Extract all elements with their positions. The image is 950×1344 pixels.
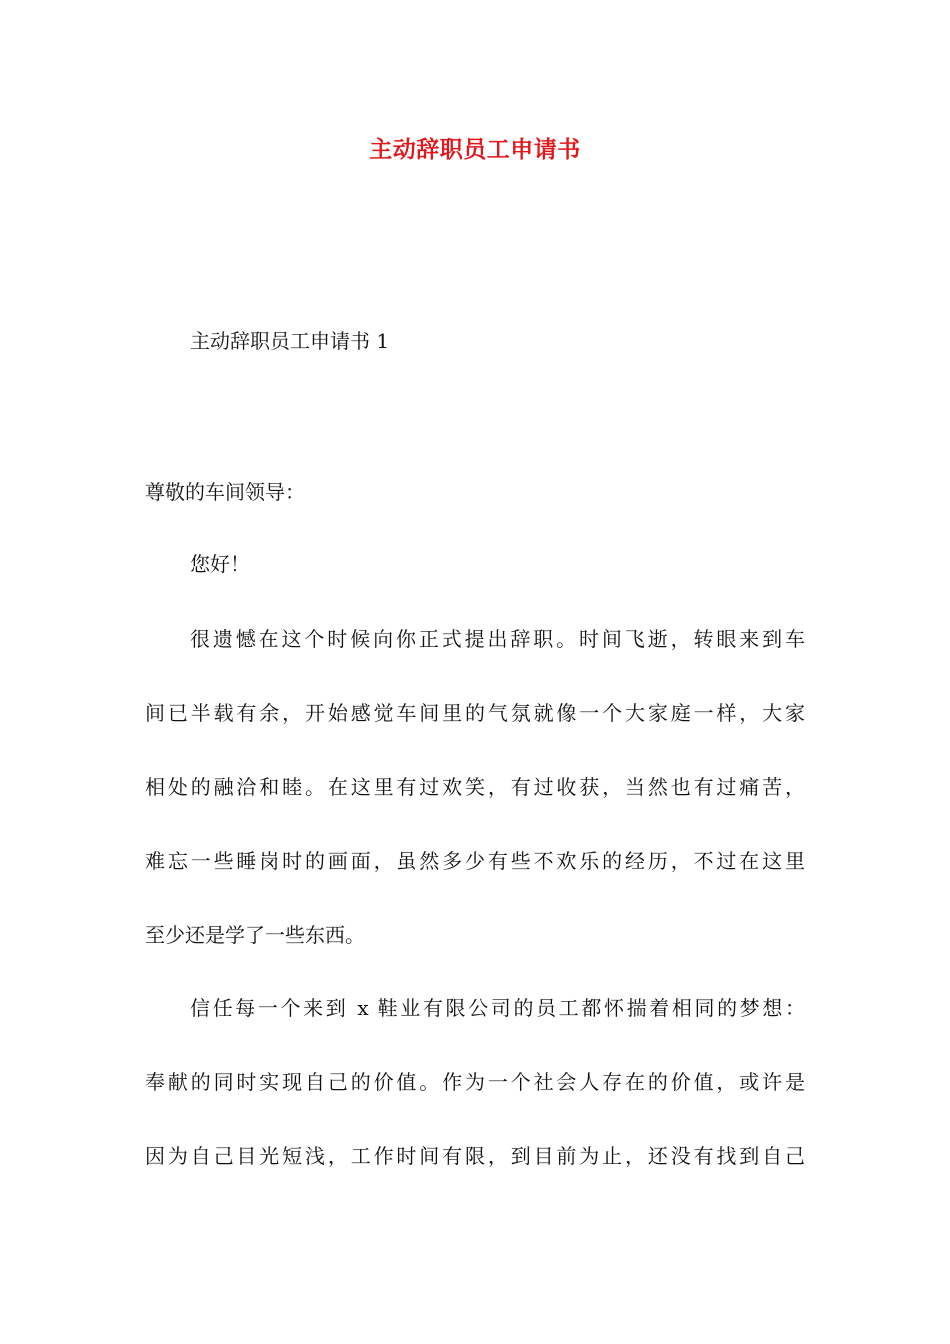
salutation: 尊敬的车间领导： xyxy=(145,480,305,504)
greeting: 您好！ xyxy=(190,552,250,576)
document-title: 主动辞职员工申请书 xyxy=(369,136,581,163)
paragraph-line: 信任每一个来到 x 鞋业有限公司的员工都怀揣着相同的梦想： xyxy=(190,996,805,1020)
paragraph-line: 间已半载有余，开始感觉车间里的气氛就像一个大家庭一样，大家 xyxy=(145,701,805,725)
paragraph-line: 难忘一些睡岗时的画面，虽然多少有些不欢乐的经历，不过在这里 xyxy=(145,849,805,873)
paragraph-line: 很遗憾在这个时候向你正式提出辞职。时间飞逝，转眼来到车 xyxy=(190,627,805,651)
paragraph-line: 相处的融洽和睦。在这里有过欢笑，有过收获，当然也有过痛苦， xyxy=(145,775,805,799)
paragraph-line: 至少还是学了一些东西。 xyxy=(145,923,365,947)
body-paragraph-1 xyxy=(145,624,805,994)
paragraph-line: 奉献的同时实现自己的价值。作为一个社会人存在的价值，或许是 xyxy=(145,1070,805,1094)
body-paragraph-2 xyxy=(145,993,805,1215)
paragraph-line: 因为自己目光短浅，工作时间有限，到目前为止，还没有找到自己 xyxy=(145,1144,805,1168)
section-heading: 主动辞职员工申请书 1 xyxy=(190,329,390,353)
